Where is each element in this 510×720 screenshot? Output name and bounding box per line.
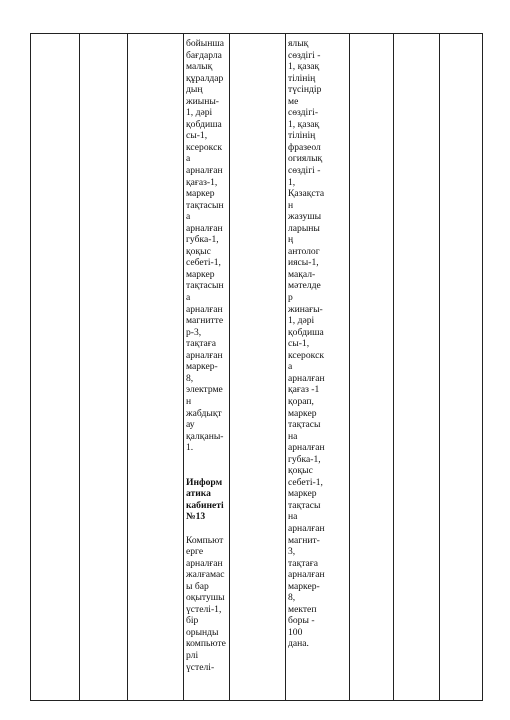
cell-line: н bbox=[186, 395, 192, 407]
cell-line: жиыны- bbox=[186, 95, 219, 107]
column-divider bbox=[183, 34, 184, 700]
cell-line: қобдиша bbox=[288, 326, 324, 338]
cell-line: үстелі- bbox=[186, 661, 215, 673]
cell-line: 8, bbox=[186, 372, 194, 384]
cell-line: 100 bbox=[288, 626, 303, 638]
cell-line: мәтелде bbox=[288, 280, 321, 292]
cell-line: қоқыс bbox=[186, 245, 211, 257]
cell-line: арналған bbox=[186, 349, 223, 361]
equipment-list-cell bbox=[186, 38, 226, 673]
cell-line: рлі bbox=[186, 649, 199, 661]
cell-line: маркер- bbox=[288, 580, 320, 592]
cell-line: тақтасы bbox=[288, 499, 321, 511]
cell-line: мектеп bbox=[288, 603, 317, 615]
cell-line: тілінің bbox=[288, 130, 316, 142]
cell-line: ме bbox=[288, 95, 299, 107]
cell-line: қобдиша bbox=[186, 118, 222, 130]
cell-line: сөздігі - bbox=[288, 165, 321, 177]
room-heading-line: кабинеті bbox=[186, 499, 224, 511]
cell-line: арналған bbox=[186, 165, 223, 177]
cell-line: қорап, bbox=[288, 395, 314, 407]
cell-line: а bbox=[186, 153, 191, 165]
cell-line: үстелі-1, bbox=[186, 603, 222, 615]
cell-line: дың bbox=[186, 84, 203, 96]
cell-line: сөздігі - bbox=[288, 49, 321, 61]
cell-line: жабдықт bbox=[186, 407, 222, 419]
cell-line: жалғамас bbox=[186, 569, 225, 581]
cell-line: тақтаға bbox=[288, 557, 318, 569]
cell-line: иясы-1, bbox=[288, 257, 319, 269]
cell-line: маркер bbox=[186, 268, 215, 280]
blank-line bbox=[186, 454, 226, 466]
cell-line: жинағы- bbox=[288, 303, 323, 315]
room-heading-line: Информ bbox=[186, 476, 223, 488]
column-divider bbox=[229, 34, 230, 700]
cell-line: а bbox=[186, 211, 191, 223]
cell-line: бағдарла bbox=[186, 49, 222, 61]
cell-line: губка-1, bbox=[288, 453, 321, 465]
cell-line: оқытушы bbox=[186, 592, 225, 604]
cell-line: ерге bbox=[186, 546, 204, 558]
blank-line bbox=[186, 465, 226, 477]
cell-line: қағаз-1, bbox=[186, 176, 218, 188]
cell-line: арналған bbox=[288, 522, 325, 534]
cell-line: боры - bbox=[288, 615, 315, 627]
cell-line: қалқаны- bbox=[186, 430, 224, 442]
cell-line: 1, қазақ bbox=[288, 118, 320, 130]
cell-line: арналған bbox=[288, 569, 325, 581]
cell-line: ксерокск bbox=[288, 349, 324, 361]
room-heading-line: атика bbox=[186, 488, 211, 500]
column-divider bbox=[439, 34, 440, 700]
column-divider bbox=[79, 34, 80, 700]
cell-line: тақтасы bbox=[288, 419, 321, 431]
cell-line: ксерокск bbox=[186, 141, 222, 153]
cell-line: на bbox=[288, 430, 298, 442]
cell-line: малық bbox=[186, 61, 213, 73]
room-heading-line: №13 bbox=[186, 511, 206, 523]
cell-line: 3, bbox=[288, 546, 296, 558]
literature-list-cell bbox=[288, 38, 325, 650]
blank-line bbox=[186, 523, 226, 535]
cell-line: огиялық bbox=[288, 153, 323, 165]
cell-line: Қазақста bbox=[288, 188, 325, 200]
cell-line: электрме bbox=[186, 384, 223, 396]
cell-line: жазушы bbox=[288, 211, 322, 223]
cell-line: магнитте bbox=[186, 315, 224, 327]
cell-line: арналған bbox=[288, 372, 325, 384]
column-divider bbox=[393, 34, 394, 700]
cell-line: арналған bbox=[186, 303, 223, 315]
cell-line: түсіндір bbox=[288, 84, 322, 96]
cell-line: ларыны bbox=[288, 222, 320, 234]
cell-line: қоқыс bbox=[288, 465, 313, 477]
cell-line: 1. bbox=[186, 442, 194, 454]
cell-line: на bbox=[288, 511, 298, 523]
cell-line: дана. bbox=[288, 638, 309, 650]
cell-line: арналған bbox=[186, 557, 223, 569]
cell-line: ялық bbox=[288, 38, 309, 49]
cell-line: сы-1, bbox=[288, 338, 310, 350]
cell-line: р-3, bbox=[186, 326, 202, 338]
cell-line: арналған bbox=[186, 222, 223, 234]
cell-line: губка-1, bbox=[186, 234, 219, 246]
cell-line: арналған bbox=[288, 442, 325, 454]
column-divider bbox=[127, 34, 128, 700]
cell-line: 8, bbox=[288, 592, 296, 604]
cell-line: магнит- bbox=[288, 534, 320, 546]
cell-line: р bbox=[288, 292, 293, 304]
cell-line: Компьют bbox=[186, 534, 224, 546]
cell-line: тақтасын bbox=[186, 199, 224, 211]
cell-line: фразеол bbox=[288, 141, 321, 153]
cell-line: компьюте bbox=[186, 638, 226, 650]
column-divider bbox=[285, 34, 286, 700]
cell-line: тақтасын bbox=[186, 280, 224, 292]
cell-line: себеті-1, bbox=[186, 257, 221, 269]
cell-line: бір bbox=[186, 615, 199, 627]
cell-line: н bbox=[288, 199, 294, 211]
cell-line: маркер bbox=[288, 488, 317, 500]
inventory-table bbox=[30, 33, 483, 701]
cell-line: ы бар bbox=[186, 580, 209, 592]
cell-line: қағаз -1 bbox=[288, 384, 320, 396]
cell-line: 1, дәрі bbox=[288, 315, 315, 327]
cell-line: сөздігі- bbox=[288, 107, 319, 119]
column-divider bbox=[349, 34, 350, 700]
cell-line: ау bbox=[186, 419, 195, 431]
cell-line: бойынша bbox=[186, 38, 225, 49]
cell-line: ң bbox=[288, 234, 294, 246]
cell-line: сы-1, bbox=[186, 130, 208, 142]
cell-line: орынды bbox=[186, 626, 219, 638]
cell-line: а bbox=[186, 292, 191, 304]
cell-line: 1, bbox=[288, 176, 296, 188]
cell-line: 1, дәрі bbox=[186, 107, 213, 119]
cell-line: маркер bbox=[288, 407, 317, 419]
cell-line: тақтаға bbox=[186, 338, 216, 350]
cell-line: а bbox=[288, 361, 293, 373]
cell-line: тілінің bbox=[288, 72, 316, 84]
cell-line: мақал- bbox=[288, 268, 316, 280]
cell-line: 1, қазақ bbox=[288, 61, 320, 73]
cell-line: құралдар bbox=[186, 72, 224, 84]
cell-line: маркер- bbox=[186, 361, 218, 373]
cell-line: себеті-1, bbox=[288, 476, 323, 488]
cell-line: маркер bbox=[186, 188, 215, 200]
cell-line: антолог bbox=[288, 245, 320, 257]
